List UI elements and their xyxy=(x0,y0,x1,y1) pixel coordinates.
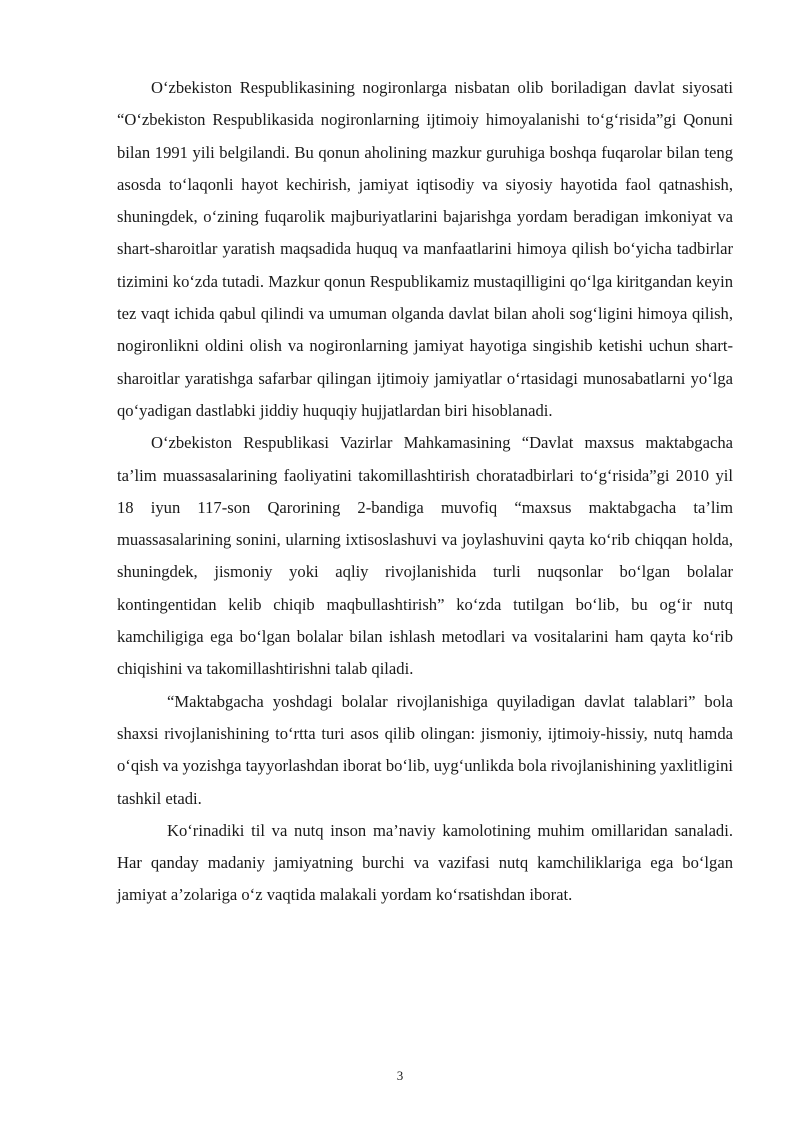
document-page xyxy=(117,72,733,912)
page-number: 3 xyxy=(396,1068,404,1083)
paragraph-language-speech: Ko‘rinadiki til va nutq inson ma’naviy kamolotining muhim omillaridan sanaladi. Har qanday madaniy jamiyatning burchi va vazifasi nutq kamchiliklariga ega bo‘lgan jamiyat a’zolariga o‘z vaqtida malakali yordam ko‘rsatishdan iborat. xyxy=(117,820,733,905)
paragraph-disability-law: O‘zbekiston Respublikasining nogironlarga nisbatan olib boriladigan davlat siyosati “O‘zbekiston Respublikasida nogironlarning ijtimoiy himoyalanishi to‘g‘risida”gi Qonuni bilan 1991 yili belgilandi. Bu qonun aholining mazkur guruhiga boshqa fuqarolar bilan teng asosda to‘laqonli hayot kechirish, jamiyat iqtisodiy va siyosiy hayotida faol qatnashish, shuningdek, o‘zining fuqarolik majburiyatlarini bajarishga yordam beradigan imkoniyat va shart-sharoitlar yaratish maqsadida huquq va manfaatlarini himoya qilish bo‘yicha tadbirlar tizimini ko‘zda tutadi. Mazkur qonun Respublikamiz mustaqilligini qo‘lga kiritgandan keyin tez vaqt ichida qabul qilindi va umuman olganda davlat bilan aholi sog‘ligini himoya qilish, nogironlikni oldini olish va nogironlarning jamiyat hayotiga singishib ketishi uchun shart-sharoitlar yaratishga safarbar qilingan ijtimoiy jamiyatlar o‘rtasidagi munosabatlarni yo‘lga qo‘yadigan dastlabki jiddiy huquqiy hujjatlardan biri hisoblanadi. xyxy=(117,78,733,420)
paragraph-state-requirements: “Maktabgacha yoshdagi bolalar rivojlanishiga quyiladigan davlat talablari” bola shaxsi rivojlanishining to‘rtta turi asos qilib olingan: jismoniy, ijtimoiy-hissiy, nutq hamda o‘qish va yozishga tayyorlashdan iborat bo‘lib, uyg‘unlikda bola rivojlanishining yaxlitligini tashkil etadi. xyxy=(117,691,733,808)
paragraph-cabinet-resolution: O‘zbekiston Respublikasi Vazirlar Mahkamasining “Davlat maxsus maktabgacha ta’lim muassasalarining faoliyatini takomillashtirish choratadbirlari to‘g‘risida”gi 2010 yil 18 iyun 117-son Qarorining 2-bandiga muvofiq “maxsus maktabgacha ta’lim muassasalarining sonini, ularning ixtisoslashuvi va joylashuvini qayta ko‘rib chiqqan holda, shuningdek, jismoniy yoki aqliy rivojlanishida turli nuqsonlar bo‘lgan bolalar kontingentidan kelib chiqib maqbullashtirish” ko‘zda tutilgan bo‘lib, bu og‘ir nutq kamchiligiga ega bo‘lgan bolalar bilan ishlash metodlari va vositalarini ham qayta ko‘rib chiqishini va takomillashtirishni talab qiladi. xyxy=(117,433,733,679)
